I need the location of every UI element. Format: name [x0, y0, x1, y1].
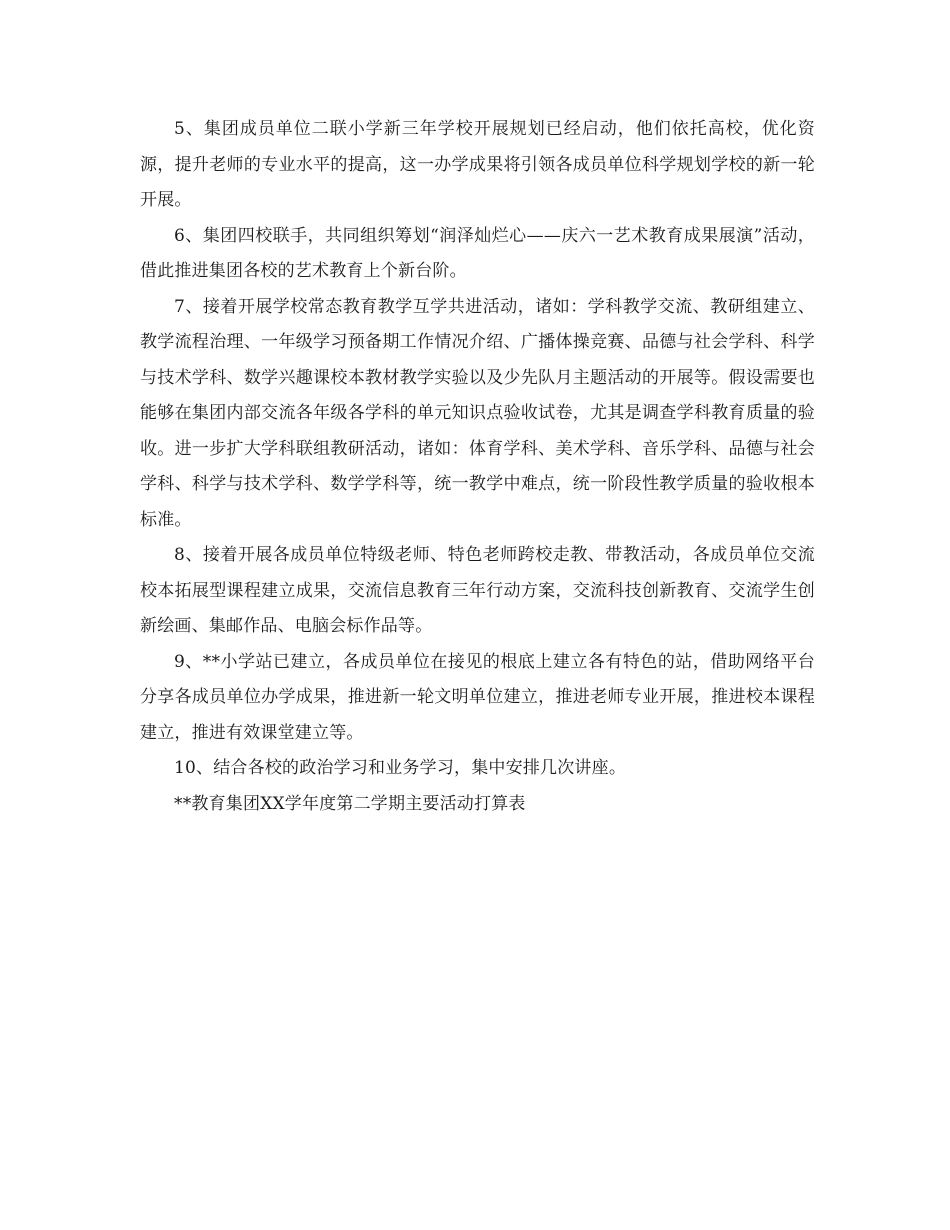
table-title-line: **教育集团XX学年度第二学期主要活动打算表 [174, 793, 526, 814]
document-body [140, 112, 815, 822]
paragraph-item-8: 8、接着开展各成员单位特级老师、特色老师跨校走教、带教活动，各成员单位交流校本拓展型课程建立成果，交流信息教育三年行动方案，交流科技创新教育、交流学生创新绘画、集邮作品、电脑会标作品等。 [140, 545, 815, 636]
paragraph-item-9: 9、**小学站已建立，各成员单位在接见的根底上建立各有特色的站，借助网络平台分享各成员单位办学成果，推进新一轮文明单位建立，推进老师专业开展，推进校本课程建立，推进有效课堂建立等。 [140, 651, 815, 743]
paragraph-item-10: 10、结合各校的政治学习和业务学习，集中安排几次讲座。 [174, 758, 627, 778]
paragraph-item-7: 7、接着开展学校常态教育教学互学共进活动，诸如：学科教学交流、教研组建立、教学流程治理、一年级学习预备期工作情况介绍、广播体操竞赛、品德与社会学科、科学与技术学科、数学兴趣课校本教材教学实验以及少先队月主题活动的开展等。假设需要也能够在集团内部交流各年级各学科的单元知识点验收试卷，尤其是调查学科教育质量的验收。进一步扩大学科联组教研活动，诸如：体育学科、美术学科、音乐学科、品德与社会学科、科学与技术学科、数学学科等，统一教学中难点，统一阶段性教学质量的验收根本标准。 [140, 296, 815, 530]
paragraph-item-6: 6、集团四校联手，共同组织筹划“润泽灿烂心——庆六一艺术教育成果展演”活动，借此推进集团各校的艺术教育上个新台阶。 [140, 225, 815, 281]
paragraph-item-5: 5、集团成员单位二联小学新三年学校开展规划已经启动，他们依托高校，优化资源，提升老师的专业水平的提高，这一办学成果将引领各成员单位科学规划学校的新一轮开展。 [140, 119, 815, 210]
